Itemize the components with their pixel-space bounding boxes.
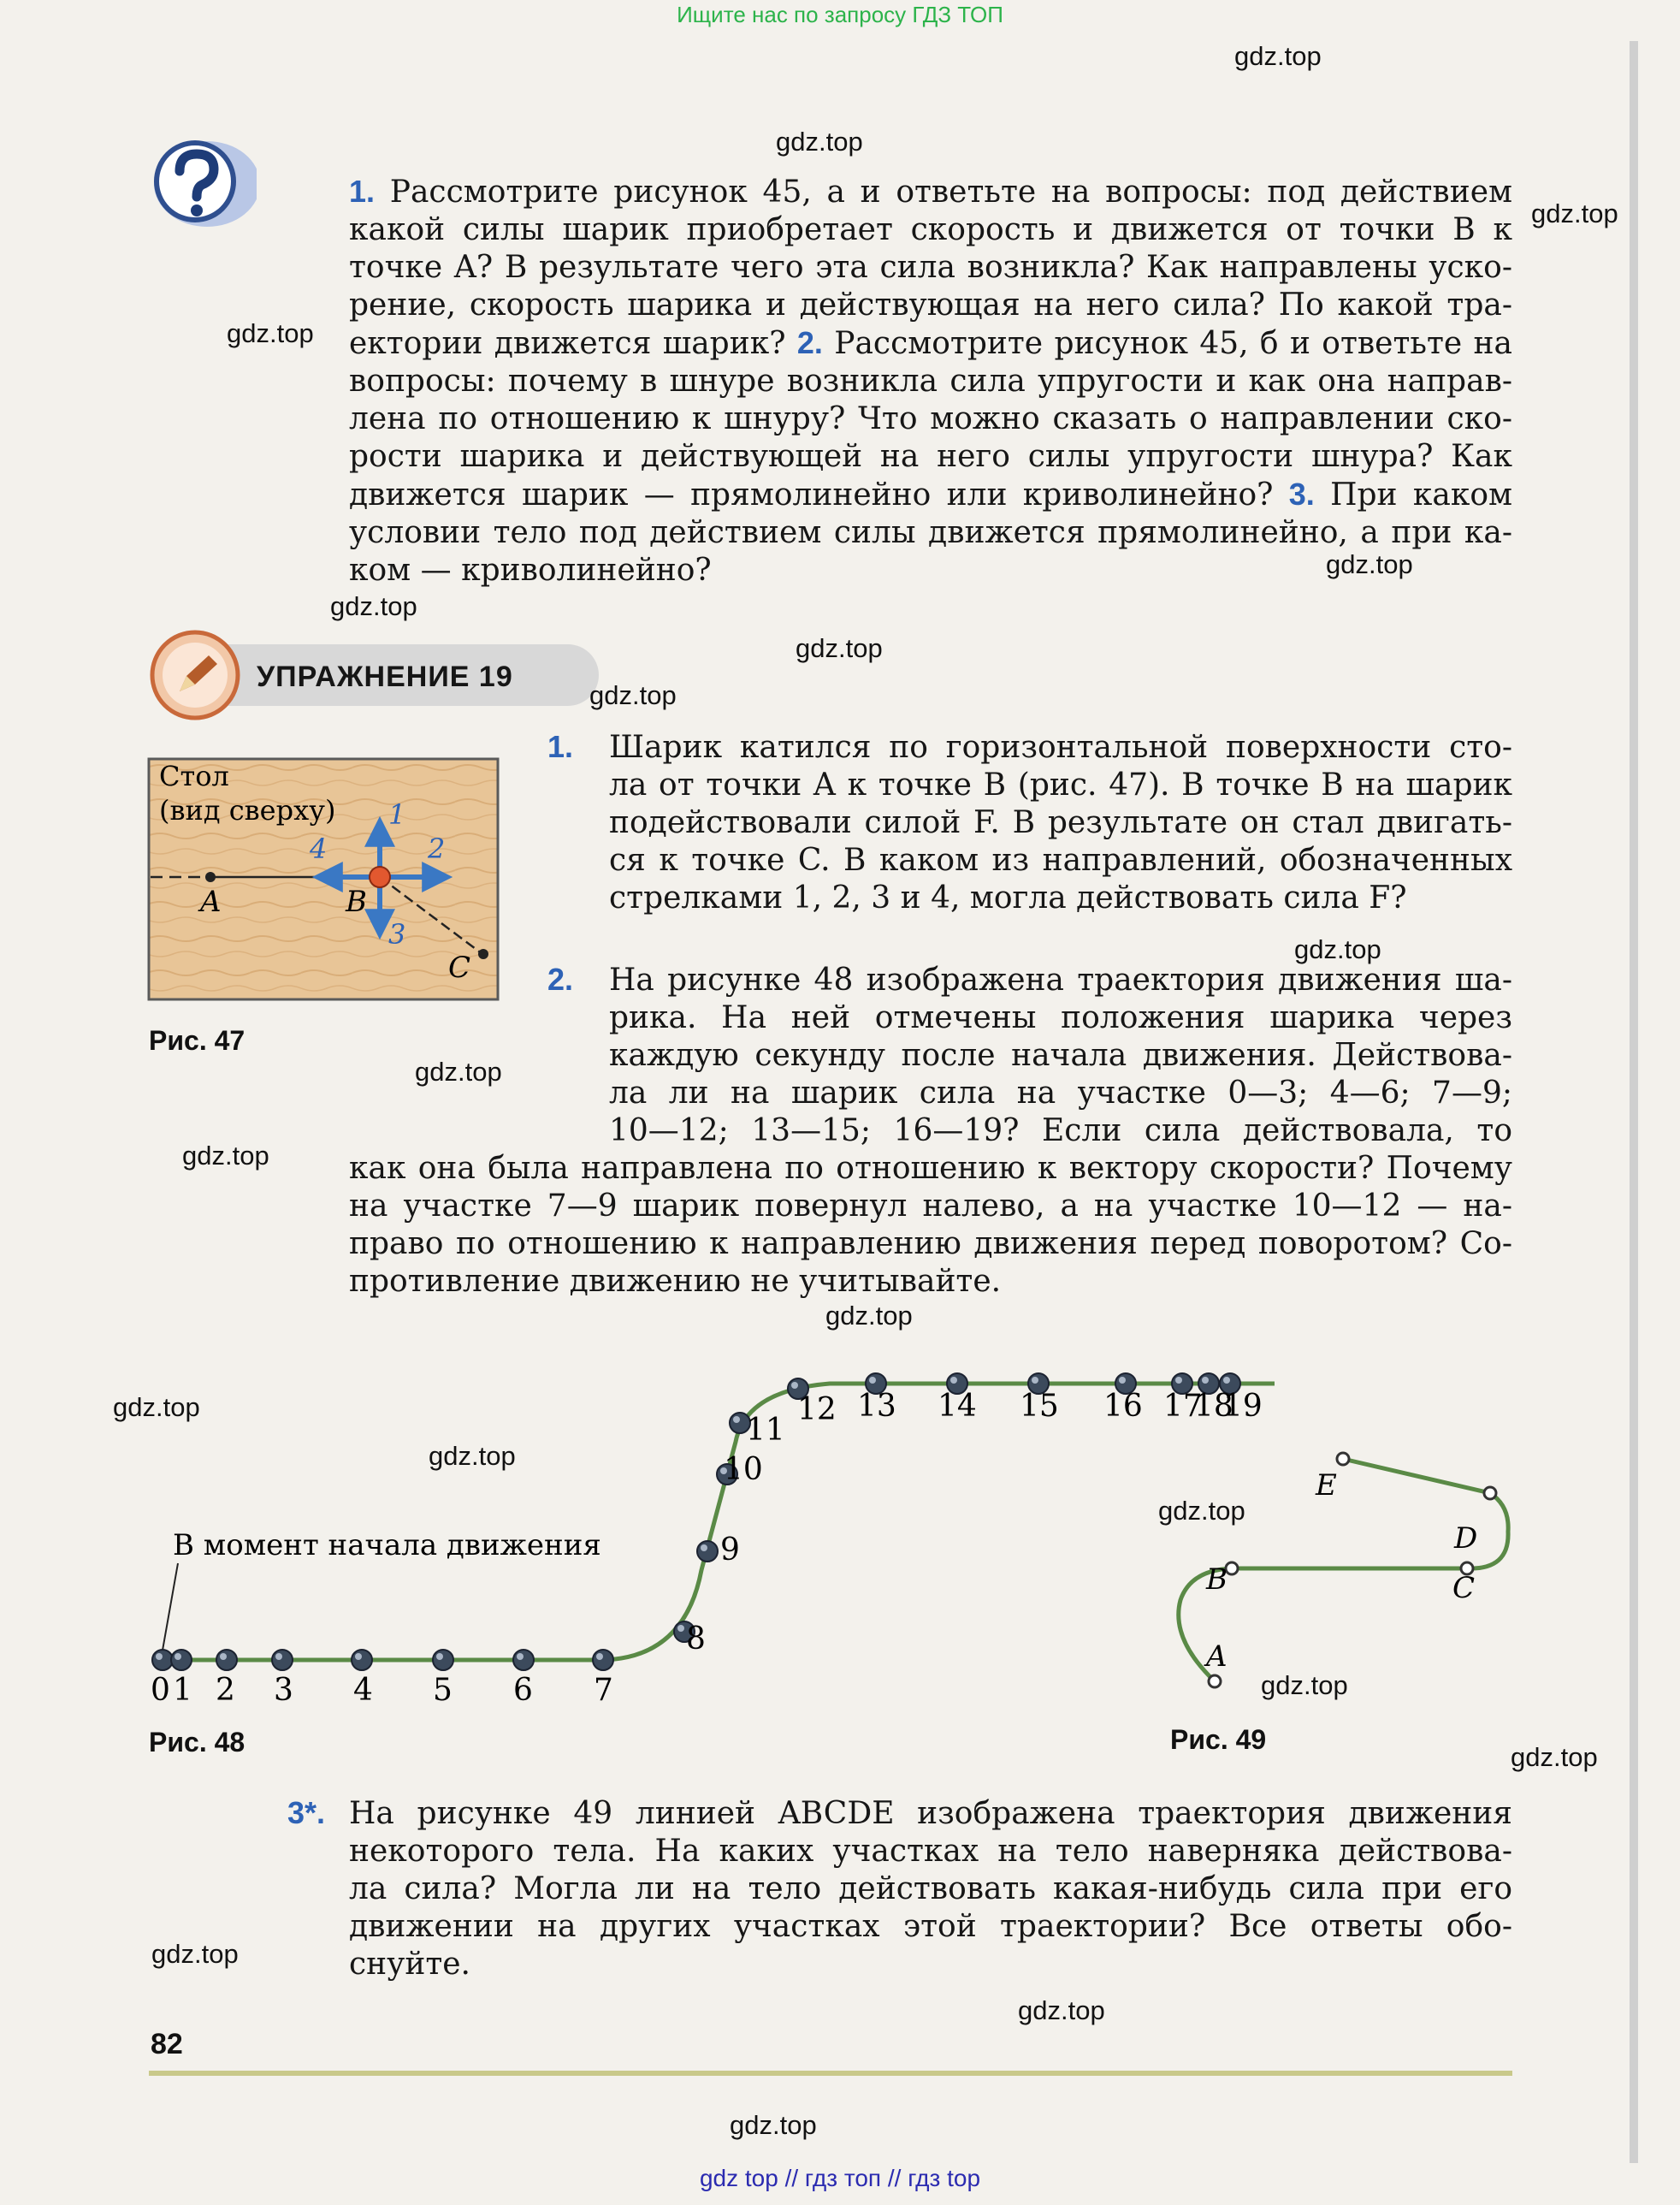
ball-highlight [677,1625,684,1632]
t2-line: как она была направлена по отношению к вектору скорости? Почему [349,1151,1512,1186]
position-label: 16 [1103,1389,1143,1424]
task-3-block [349,1795,1512,1983]
question-number-2: 2. [796,325,823,360]
position-label: 17 [1163,1389,1203,1424]
point-e-dot [1337,1453,1349,1465]
t2-line: противление движению не учитывайте. [349,1264,1002,1299]
task-2-block-top [609,962,1512,1150]
figure-48 [137,1331,1283,1724]
point-b-dot [1226,1562,1238,1574]
question-mark-icon [145,137,257,231]
q-line: какой силы шарик приобретает скорость и движется от точки B к [349,212,1512,247]
position-label: 6 [513,1673,533,1708]
watermark[interactable]: gdz.top [1511,1742,1598,1772]
ball [370,867,390,887]
position-label: 11 [746,1413,785,1448]
ball-highlight [596,1653,603,1660]
q-line: рости шарика и действующей на него силы упругости шнура? Как [349,439,1512,474]
figure-49 [1155,1442,1523,1698]
q-line: ектории движется шарик? 2. Рассмотрите рисунок 45, б и ответьте на [349,325,1512,361]
point-d-dot [1484,1487,1496,1499]
ball-position [697,1541,718,1562]
bottom-banner[interactable]: gdz top // гдз топ // гдз top [699,2165,981,2191]
position-label: 12 [797,1392,837,1427]
figure-47 [147,757,500,1001]
t2-line: право по отношению к направлению движения перед поворотом? Со- [349,1226,1512,1261]
watermark[interactable]: gdz.top [730,2110,817,2140]
task-1-block [609,729,1512,917]
watermark[interactable]: gdz.top [415,1057,502,1087]
fig48-caption: Рис. 48 [149,1727,245,1757]
point-d-label: D [1454,1521,1478,1556]
position-label: 9 [720,1532,740,1568]
position-label: 18 [1194,1389,1233,1424]
arrow-4-label: 4 [310,833,328,865]
point-c-dot [478,949,488,959]
point-a-label: A [1206,1639,1227,1674]
q-line: точке A? В результате чего эта сила возникла? Как направлены уско- [349,250,1512,285]
watermark[interactable]: gdz.top [1326,549,1413,579]
point-b-label: B [1206,1562,1227,1597]
ball-position [433,1650,453,1670]
q-line: условии тело под действием силы движется прямолинейно, а при ка- [349,515,1512,550]
position-label: 10 [724,1452,763,1487]
ball-position [152,1650,173,1670]
ball-highlight [175,1653,181,1660]
point-a-dot [205,872,216,882]
q-line: лена по отношению к шнуру? Что можно сказать о направлении ско- [349,401,1512,436]
t1-line: Шарик катился по горизонтальной поверхности сто- [609,730,1512,765]
fig49-caption: Рис. 49 [1170,1724,1267,1755]
start-pointer [161,1563,178,1660]
question-number-3: 3. [1288,477,1315,512]
ball-position [352,1650,372,1670]
watermark[interactable]: gdz.top [589,680,677,710]
ball-highlight [1175,1377,1182,1384]
position-label: 0 [151,1673,170,1708]
ball-highlight [220,1653,227,1660]
page-number: 82 [151,2028,183,2060]
fig47-label-line1: Стол [159,760,229,792]
page-edge-shadow [1630,41,1638,2163]
position-label: 5 [433,1673,453,1708]
ball-position [216,1650,237,1670]
ball-highlight [517,1653,524,1660]
position-label: 19 [1223,1389,1263,1424]
position-label: 7 [594,1673,613,1708]
t3-line: На рисунке 49 линией ABCDE изображена траектория движения [349,1796,1512,1831]
position-label: 2 [216,1673,235,1708]
t3-line: снуйте. [349,1947,470,1982]
pencil-icon [171,650,222,702]
ball-highlight [1119,1377,1126,1384]
ball-highlight [733,1416,740,1423]
q-line: рение, скорость шарика и действующая на него сила? По какой тра- [349,287,1512,323]
ball-highlight [701,1544,707,1551]
watermark[interactable]: gdz.top [1261,1670,1348,1700]
t2-line: на участке 7—9 шарик повернул налево, а на участке 10—12 — на- [349,1188,1512,1224]
point-a-label: A [200,885,222,919]
watermark[interactable]: gdz.top [796,633,883,663]
point-c-label: C [448,951,471,985]
watermark[interactable]: gdz.top [825,1301,913,1331]
watermark[interactable]: gdz.top [1531,199,1618,228]
position-label: 15 [1020,1389,1059,1424]
fig47-label-line2: (вид сверху) [159,794,336,827]
ball-highlight [791,1382,798,1389]
questions-block [349,173,1512,590]
ball-highlight [1032,1377,1038,1384]
footer-rule [149,2071,1512,2076]
position-label: 1 [173,1673,192,1708]
ball-position [513,1650,534,1670]
position-label: 3 [274,1673,293,1708]
q-line: движется шарик — прямолинейно или криволинейно? 3. При каком [349,477,1512,513]
task-1-number: 1. [547,729,574,764]
t1-line: подействовали силой F. В результате он стал двигать- [609,805,1512,840]
ball-highlight [1202,1377,1209,1384]
top-banner[interactable]: Ищите нас по запросу ГДЗ ТОП [677,2,1003,27]
t2-line: ла ли на шарик сила на участке 0—3; 4—6; 7—9; [609,1076,1512,1111]
watermark[interactable]: gdz.top [1158,1496,1245,1526]
task-3-number: 3*. [287,1795,326,1830]
watermark[interactable]: gdz.top [1294,934,1381,964]
t3-line: некоторого тела. На каких участках на тело наверняка действова- [349,1834,1512,1869]
ball-highlight [355,1653,362,1660]
t3-line: ла сила? Могла ли на тело действовать какая-нибудь сила при его [349,1871,1512,1906]
t2-line: рика. На ней отмечены положения шарика через [609,1000,1512,1035]
t3-line: движении на других участках этой траектории? Все ответы обо- [349,1909,1512,1944]
watermark[interactable]: gdz.top [182,1141,269,1171]
fig47-caption: Рис. 47 [149,1025,245,1056]
watermark[interactable]: gdz.top [151,1939,239,1969]
t2-line: 10—12; 13—15; 16—19? Если сила действовала, то [609,1113,1512,1148]
ball-highlight [1223,1377,1230,1384]
exercise-title: УПРАЖНЕНИЕ 19 [257,661,513,693]
t2-line: На рисунке 48 изображена траектория движения ша- [609,963,1512,998]
watermark[interactable]: gdz.top [1018,1995,1105,2025]
arrow-2-label: 2 [428,833,446,865]
watermark[interactable]: gdz.top [227,318,314,348]
task-2-number: 2. [547,962,574,997]
ball-position [593,1650,613,1670]
t1-line: ся к точке C. В каком из направлений, обозначенных [609,843,1512,878]
start-label: В момент начала движения [173,1528,601,1562]
q-line: 1. Рассмотрите рисунок 45, а и ответьте на вопросы: под действием [349,174,1512,210]
trajectory-48 [163,1384,1275,1660]
watermark[interactable]: gdz.top [776,127,863,157]
task-2-block-bottom [349,1150,1512,1301]
watermark[interactable]: gdz.top [1234,41,1322,71]
point-a-dot [1209,1675,1221,1687]
ball-position [272,1650,293,1670]
position-label: 8 [686,1621,706,1657]
point-b-label: B [346,885,367,919]
ball-position [171,1650,192,1670]
q-line: вопросы: почему в шнуре возникла сила упругости и как она направ- [349,364,1512,399]
t2-line: каждую секунду после начала движения. Действова- [609,1038,1512,1073]
ball-highlight [869,1377,876,1384]
question-number-1: 1. [349,174,376,209]
arrow-1-label: 1 [388,798,406,831]
q-line: ком — криволинейно? [349,553,712,588]
t1-line: стрелками 1, 2, 3 и 4, могла действовать сила F? [609,880,1407,916]
ball-highlight [156,1653,163,1660]
point-c-label: C [1452,1571,1476,1605]
position-label: 14 [938,1389,977,1424]
ball-highlight [950,1377,957,1384]
ball-highlight [436,1653,443,1660]
watermark[interactable]: gdz.top [330,591,417,621]
point-e-label: E [1316,1468,1337,1503]
ball-highlight [275,1653,282,1660]
position-label: 4 [353,1673,373,1708]
arrow-3-label: 3 [388,918,406,951]
position-label: 13 [857,1389,896,1424]
t1-line: ла от точки A к точке B (рис. 47). В точке B на шарик [609,768,1512,803]
watermark[interactable]: gdz.top [113,1392,200,1422]
watermark[interactable]: gdz.top [429,1441,516,1471]
